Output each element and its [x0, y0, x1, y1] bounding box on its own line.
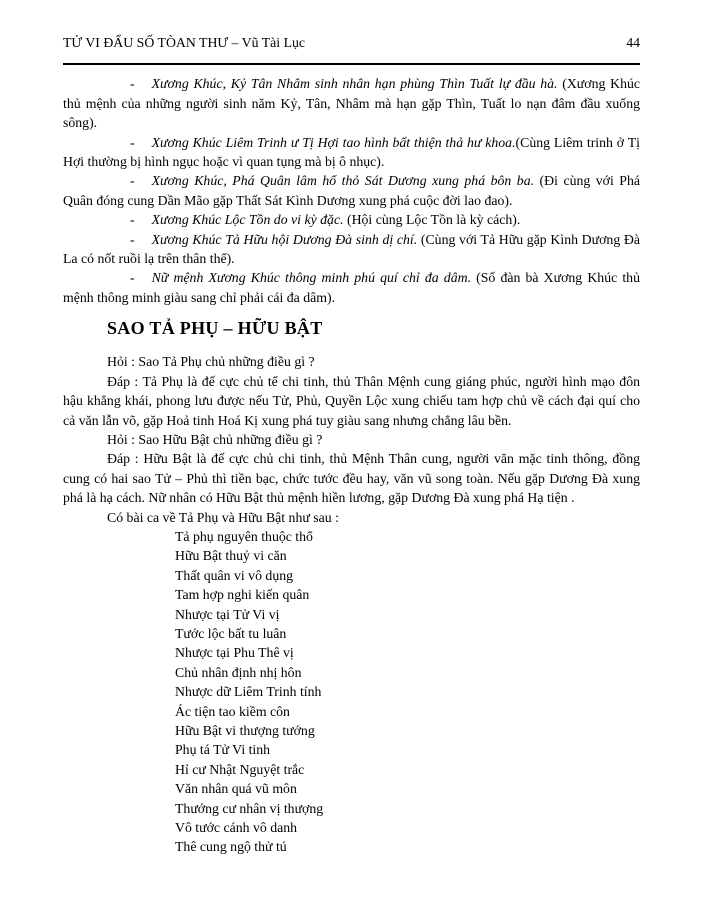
bullet-dash: - — [130, 270, 135, 286]
poem — [175, 527, 640, 857]
poem-line: Nhược dữ Liêm Trinh tính — [175, 684, 322, 700]
poem-line: Thê cung ngộ thử tú — [175, 839, 287, 855]
poem-line: Chủ nhân định nhị hôn — [175, 664, 302, 680]
page-number: 44 — [626, 35, 640, 50]
bullet-dash: - — [130, 76, 135, 92]
question-paragraph: Hỏi : Sao Hữu Bật chủ những điều gì ? — [107, 431, 323, 447]
bullet-italic-text: Xương Khúc Lộc Tồn do vi kỳ đặc. — [151, 212, 344, 228]
bullet-normal-text: (Đi cùng với Phá Quân đóng cung Dần Mão gặp Thất Sát Kình Dương xung phá cuộc đời lao đao). — [63, 173, 640, 208]
bullet-item — [63, 171, 640, 210]
bullet-item — [63, 268, 640, 307]
poem-line: Thất quân vi vô dụng — [175, 567, 294, 583]
poem-line: Ác tiện tao kiềm côn — [175, 703, 290, 719]
poem-line: Tam hợp nghi kiến quân — [175, 587, 310, 603]
poem-line: Văn nhân quá vũ môn — [175, 781, 297, 797]
poem-line: Hữu Bật thuỷ vi căn — [175, 548, 287, 564]
poem-line: Tả phụ nguyên thuộc thổ — [175, 528, 313, 544]
bullet-dash: - — [130, 231, 135, 247]
bullet-item — [63, 74, 640, 132]
bullet-dash: - — [130, 173, 135, 189]
answer-paragraph: Đáp : Hữu Bật là đế cực chủ chi tinh, thủ Mệnh Thân cung, người văn mặc tinh thông, đồng cung có hai sao Tử – Phủ thì tiền bạc, chức tước đều hay, văn vũ song toàn. Nếu gặp Dương Đà xung phá là hạ cách. Nữ nhân có Hữu Bật thủ mệnh hiền lương, gặp Dương Đà xung phá Hạ tiện . — [63, 451, 640, 506]
poem-line: Nhược tại Phu Thê vị — [175, 645, 294, 661]
poem-line: Tước lộc bất tu luân — [175, 625, 287, 641]
question-paragraph: Hỏi : Sao Tả Phụ chủ những điều gì ? — [107, 354, 315, 370]
bullet-normal-text: (Hội cùng Lộc Tồn là kỳ cách). — [343, 212, 521, 228]
answer-paragraph: Đáp : Tả Phụ là đế cực chủ tể chi tinh, thủ Thân Mệnh cung giáng phúc, người hình mạo đôn hậu khẳng khái, phong lưu được nếu Tử, Phủ, Quyền Lộc xung chiếu tam hợp chủ về cách đại quí cho cả văn lẫn võ, gặp Hoả tinh Hoá Kị xung phá tuy giàu sang nhưng chẳng lâu bền. — [63, 373, 640, 428]
poem-intro: Có bài ca về Tả Phụ và Hữu Bật như sau : — [107, 509, 339, 525]
bullet-italic-text: Xương Khúc Liêm Trinh ư Tị Hợi tao hình bất thiện thả hư khoa. — [151, 134, 516, 150]
section-heading: SAO TẢ PHỤ – HỮU BẬT — [107, 318, 323, 339]
poem-line: Nhược tại Tử Vi vị — [175, 606, 280, 622]
bullet-normal-text: (Cùng Liêm trinh ở Tị Hợi thường bị hình ngục hoặc vì quan tụng mà bị ô nhục). — [63, 134, 640, 170]
book-title: TỬ VI ĐẨU SỐ TÒAN THƯ – Vũ Tài Lục — [63, 35, 306, 50]
header-rule — [63, 63, 640, 65]
bullet-normal-text: (Xương Khúc thủ mệnh của những người sinh năm Kỷ, Tân, Nhâm mà hạn gặp Thìn, Tuất lo nạn đâm đầu xuống sông). — [63, 76, 640, 131]
bullet-italic-text: Xương Khúc, Kỷ Tân Nhâm sinh nhân hạn phùng Thìn Tuất lự đầu hà. — [151, 76, 558, 92]
bullet-italic-text: Xương Khúc Tả Hữu hội Dương Đà sinh dị chí. — [151, 231, 418, 247]
bullet-item — [63, 133, 640, 172]
bullet-normal-text: (Số đàn bà Xương Khúc thủ mệnh thông minh giàu sang chỉ phải cái đa dâm). — [63, 270, 640, 305]
page-header — [63, 33, 640, 52]
bullet-item — [63, 230, 640, 269]
poem-line: Thướng cư nhân vị thượng — [175, 800, 324, 816]
bullet-item — [63, 210, 640, 229]
bullet-italic-text: Xương Khúc, Phá Quân lâm hổ thỏ Sát Dương xung phá bôn ba. — [151, 173, 535, 189]
poem-line: Phụ tá Tử Vi tinh — [175, 742, 271, 758]
bullet-italic-text: Nữ mệnh Xương Khúc thông minh phú quí chỉ đa dâm. — [151, 270, 472, 286]
bullet-dash: - — [130, 212, 135, 228]
poem-line: Vô tước cánh vô danh — [175, 820, 298, 836]
bullet-normal-text: (Cùng với Tả Hữu gặp Kình Dương Đà La có nốt ruồi lạ trên thân thể). — [63, 231, 640, 267]
bullet-dash: - — [130, 134, 135, 150]
poem-line: Hữu Bật vi thượng tướng — [175, 723, 315, 738]
poem-line: Hỉ cư Nhật Nguyệt trắc — [175, 761, 305, 777]
